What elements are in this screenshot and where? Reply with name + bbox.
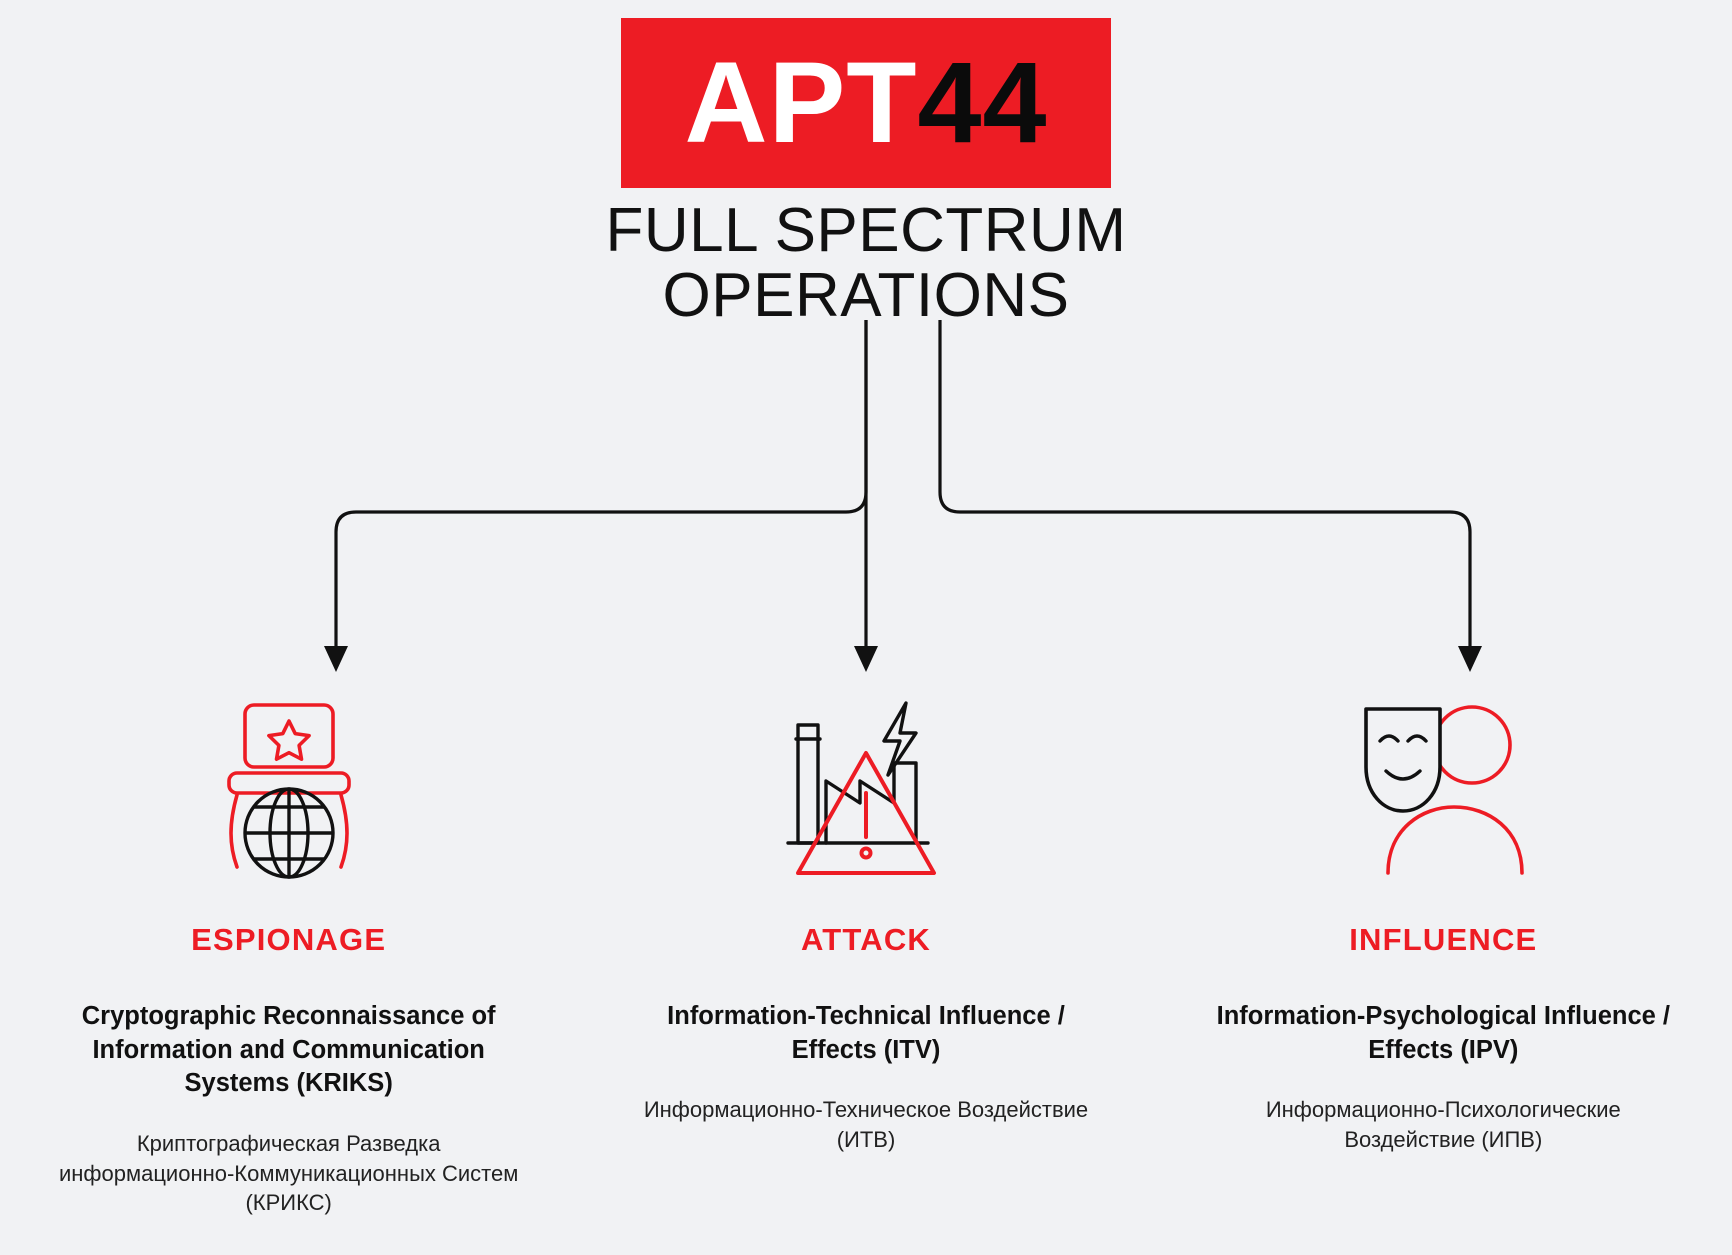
attack-icon-wrap: [766, 690, 966, 900]
page-title-line-1: FULL SPECTRUM: [605, 196, 1127, 265]
laptop-globe-star-icon: [189, 695, 389, 900]
english-name-influence: Information-Psychological Influence / Effects (IPV): [1216, 1002, 1671, 1064]
russian-name-influence: Информационно-Психологические Воздействие (ИПВ): [1265, 1097, 1621, 1152]
english-name-espionage: Cryptographic Reconnaissance of Information and Communication Systems (KRIKS): [81, 1002, 496, 1098]
apt44-logo-text: [684, 38, 1048, 167]
diagram-header: [0, 18, 1732, 331]
arrowhead-left: [324, 646, 348, 672]
page-title: [605, 196, 1127, 331]
category-label-influence: INFLUENCE: [1349, 922, 1538, 957]
mask-person-icon: [1336, 695, 1551, 900]
column-espionage: [0, 690, 577, 1218]
column-influence: [1155, 690, 1732, 1218]
category-label-espionage: ESPIONAGE: [191, 922, 387, 957]
connector-branch-left: [336, 492, 866, 650]
apt44-logo-badge: [621, 18, 1111, 188]
arrowhead-right: [1458, 646, 1482, 672]
english-name-attack: Information-Technical Influence / Effects (ITV): [667, 1002, 1065, 1064]
russian-name-attack: Информационно-Техническое Воздействие (ИТВ): [643, 1097, 1089, 1152]
logo-suffix: 44: [917, 38, 1048, 167]
espionage-icon-wrap: [189, 690, 389, 900]
category-columns: [0, 690, 1732, 1218]
page-title-line-2: OPERATIONS: [662, 261, 1070, 331]
influence-icon-wrap: [1336, 690, 1551, 900]
logo-prefix: APT: [684, 38, 918, 167]
russian-name-espionage: Криптографическая Разведка информационно-Коммуникационных Систем (КРИКС): [58, 1130, 519, 1216]
column-attack: [577, 690, 1154, 1218]
arrowhead-center: [854, 646, 878, 672]
connector-branch-right: [940, 492, 1470, 650]
factory-warning-lightning-icon: [766, 695, 966, 900]
category-label-attack: ATTACK: [800, 922, 931, 957]
